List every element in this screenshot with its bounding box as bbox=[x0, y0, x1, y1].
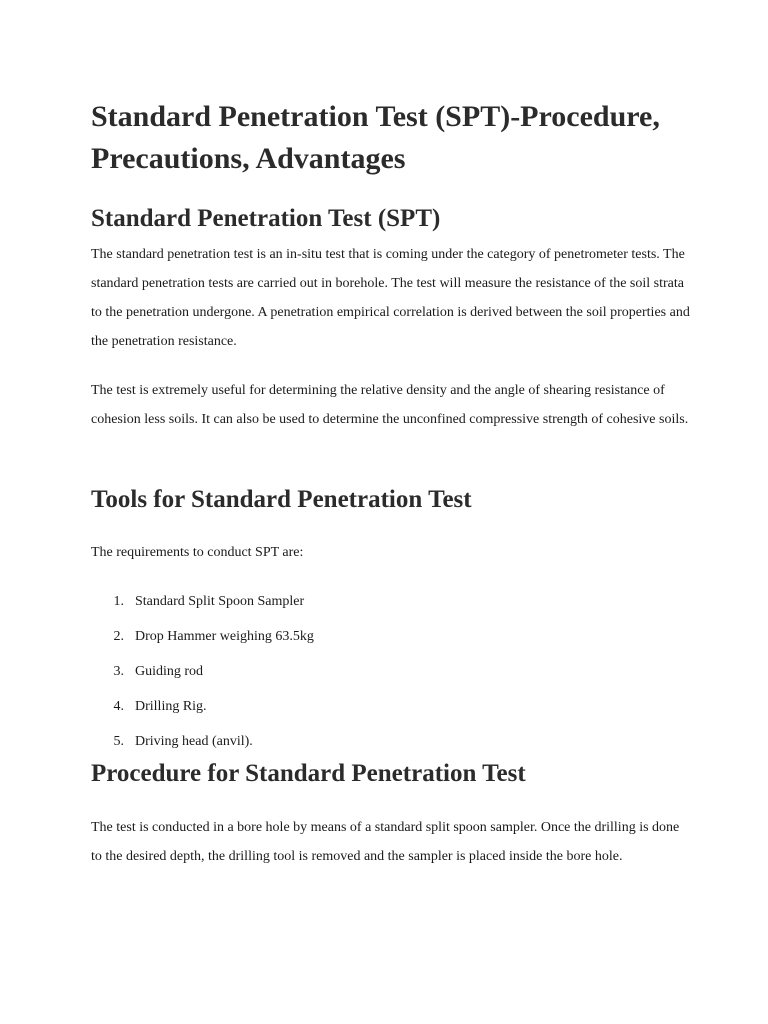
section-heading-tools: Tools for Standard Penetration Test bbox=[91, 486, 472, 513]
tools-intro: The requirements to conduct SPT are: bbox=[91, 545, 304, 560]
list-item-text: Drop Hammer weighing 63.5kg bbox=[135, 629, 314, 644]
page-title: Standard Penetration Test (SPT)-Procedure, Precautions, Advantages bbox=[91, 100, 660, 175]
list-item-text: Standard Split Spoon Sampler bbox=[135, 594, 305, 609]
spt-paragraph-2: The test is extremely useful for determining the relative density and the angle of shearing resistance of cohesion less soils. It can also be used to determine the unconfined compressive strength of cohesive soils. bbox=[91, 383, 689, 427]
list-item bbox=[91, 693, 691, 728]
list-item-number: 3. bbox=[113, 664, 124, 679]
procedure-paragraph-1: The test is conducted in a bore hole by means of a standard split spoon sampler. Once the drilling is done to the desired depth, the drilling tool is removed and the sampler is placed inside the bore hole. bbox=[91, 820, 680, 864]
spt-paragraph-1: The standard penetration test is an in-situ test that is coming under the category of penetrometer tests. The standard penetration tests are carried out in borehole. The test will measure the resistance of the soil strata to the penetration undergone. A penetration empirical correlation is derived between the soil properties and the penetration resistance. bbox=[91, 247, 690, 349]
requirements-list bbox=[91, 588, 691, 763]
list-item-text: Drilling Rig. bbox=[135, 699, 207, 714]
list-item bbox=[91, 623, 691, 658]
list-item-text: Driving head (anvil). bbox=[135, 734, 253, 749]
section-heading-procedure: Procedure for Standard Penetration Test bbox=[91, 760, 526, 787]
list-item-number: 4. bbox=[113, 699, 124, 714]
list-item-number: 2. bbox=[113, 629, 124, 644]
list-item-number: 1. bbox=[113, 594, 124, 609]
list-item bbox=[91, 658, 691, 693]
list-item bbox=[91, 588, 691, 623]
list-item-number: 5. bbox=[113, 734, 124, 749]
list-item-text: Guiding rod bbox=[135, 664, 204, 679]
section-heading-spt: Standard Penetration Test (SPT) bbox=[91, 205, 441, 232]
